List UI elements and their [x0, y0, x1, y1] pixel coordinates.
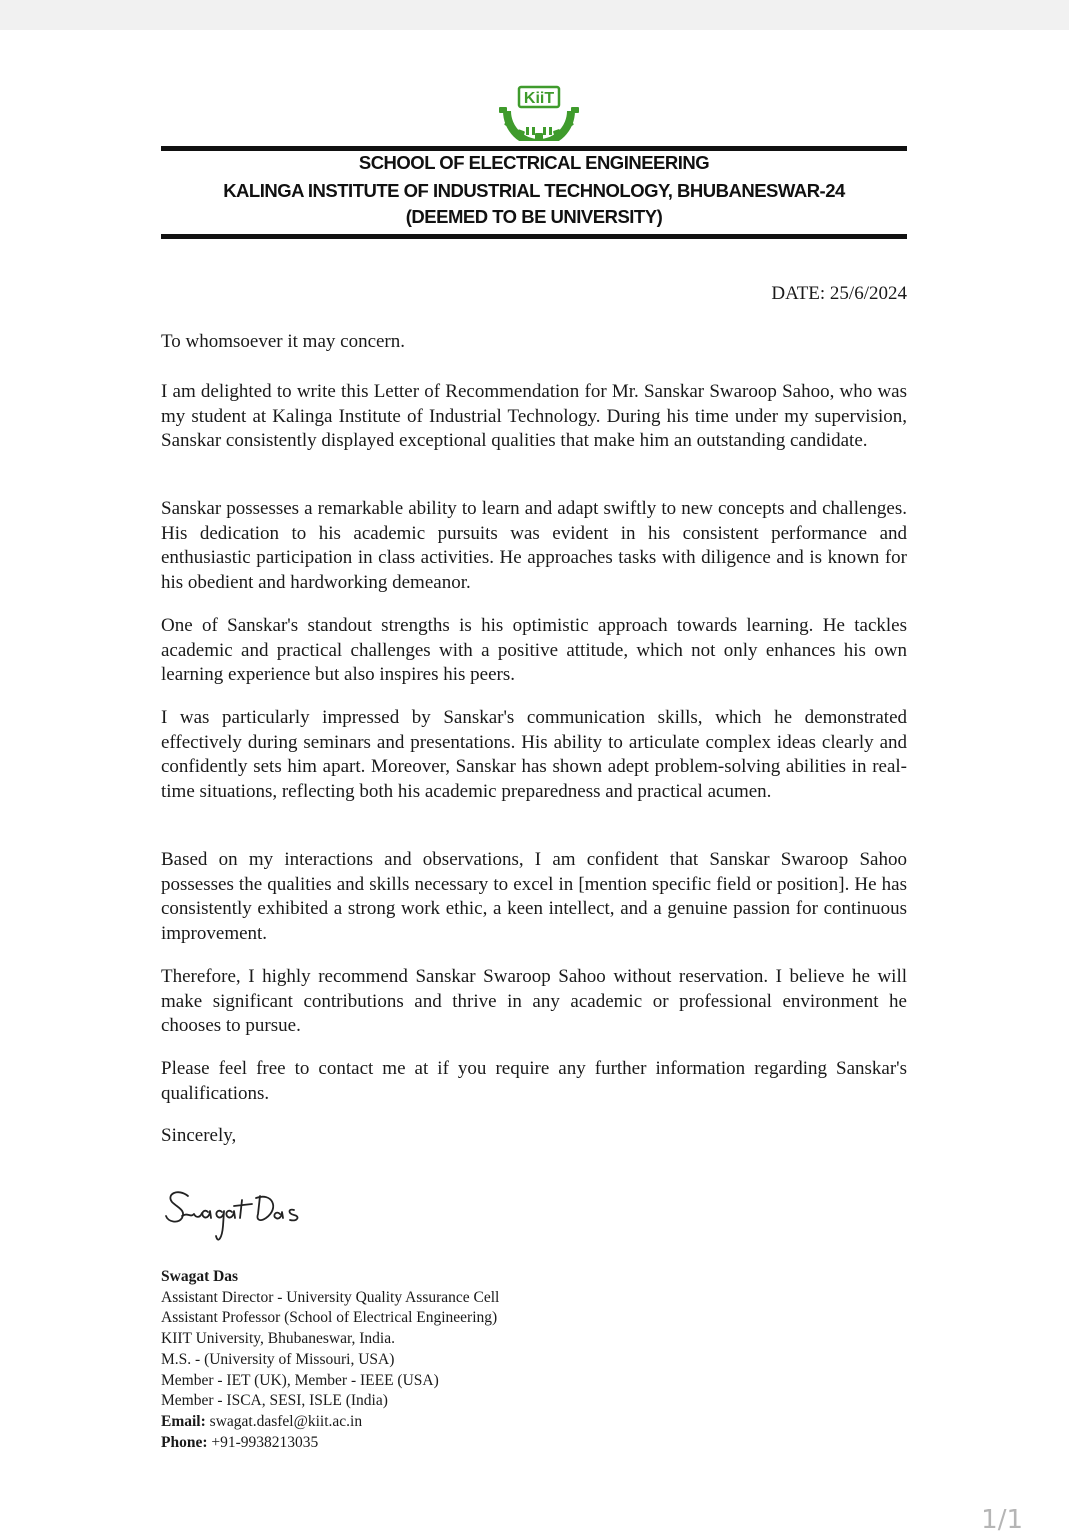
- signatory-name: Swagat Das: [161, 1268, 239, 1285]
- logo-text: KiiT: [523, 90, 555, 107]
- email-address[interactable]: swagat.dasfel@kiit.ac.in: [209, 1412, 363, 1430]
- kiit-logo: [497, 85, 581, 141]
- header-rule-bottom: [161, 234, 907, 239]
- phone-number[interactable]: +91-9938213035: [211, 1433, 319, 1451]
- signature-block: [161, 1267, 499, 1453]
- signatory-institution: KIIT University, Bhubaneswar, India.: [161, 1330, 395, 1348]
- paragraph-abilities: Sanskar possesses a remarkable ability to learn and adapt swiftly to new concepts and challenges. His dedication to his academic pursuits was evident in his consistent performance and enthusiastic participation in class activities. He approaches tasks with diligence and is known for his obedient and hardworking demeanor.: [161, 498, 907, 594]
- closing: Sincerely,: [161, 1125, 237, 1146]
- signatory-degree: M.S. - (University of Missouri, USA): [161, 1350, 395, 1368]
- signatory-title-professor: Assistant Professor (School of Electrical Engineering): [161, 1309, 498, 1327]
- handwritten-signature: [160, 1178, 310, 1250]
- signatory-phone-line: [161, 1433, 499, 1454]
- signatory-membership-1: Member - IET (UK), Member - IEEE (USA): [161, 1371, 439, 1389]
- signatory-title-director: Assistant Director - University Quality Assurance Cell: [161, 1288, 500, 1306]
- header-institute: KALINGA INSTITUTE OF INDUSTRIAL TECHNOLOGY, BHUBANESWAR-24: [223, 180, 845, 201]
- paragraph-recommendation: Therefore, I highly recommend Sanskar Swaroop Sahoo without reservation. I believe he will make significant contributions and thrive in any academic or professional environment he chooses to pursue.: [161, 966, 907, 1037]
- viewer-top-bar: [0, 0, 1069, 30]
- paragraph-contact: Please feel free to contact me at if you require any further information regarding Sanskar's qualifications.: [161, 1058, 907, 1104]
- signatory-email-line: [161, 1412, 499, 1433]
- paragraph-strengths: One of Sanskar's standout strengths is his optimistic approach towards learning. He tackles academic and practical challenges with a positive attitude, which not only enhances his own learning experience but also inspires his peers.: [161, 615, 907, 686]
- page-indicator: 1/1: [981, 1505, 1023, 1535]
- signatory-membership-2: Member - ISCA, SESI, ISLE (India): [161, 1392, 388, 1410]
- salutation: To whomsoever it may concern.: [161, 331, 406, 352]
- paragraph-intro: I am delighted to write this Letter of Recommendation for Mr. Sanskar Swaroop Sahoo, who was my student at Kalinga Institute of Industrial Technology. During his time under my supervision, Sanskar consistently displayed exceptional qualities that make him an outstanding candidate.: [161, 381, 907, 452]
- header-school: SCHOOL OF ELECTRICAL ENGINEERING: [358, 152, 710, 173]
- letter-date: DATE: 25/6/2024: [771, 283, 907, 304]
- header-university-status: (DEEMED TO BE UNIVERSITY): [405, 206, 663, 227]
- phone-label: Phone:: [161, 1433, 208, 1451]
- paragraph-confidence: Based on my interactions and observations, I am confident that Sanskar Swaroop Sahoo possesses the qualities and skills necessary to excel in [mention specific field or position]. He has consistently exhibited a strong work ethic, a keen intellect, and a genuine passion for continuous improvement.: [161, 849, 907, 945]
- paragraph-communication: I was particularly impressed by Sanskar's communication skills, which he demonstrated effectively during seminars and presentations. His ability to articulate complex ideas clearly and confidently sets him apart. Moreover, Sanskar has shown adept problem-solving abilities in real-time situations, reflecting both his academic preparedness and practical acumen.: [161, 707, 907, 803]
- email-label: Email:: [161, 1412, 206, 1430]
